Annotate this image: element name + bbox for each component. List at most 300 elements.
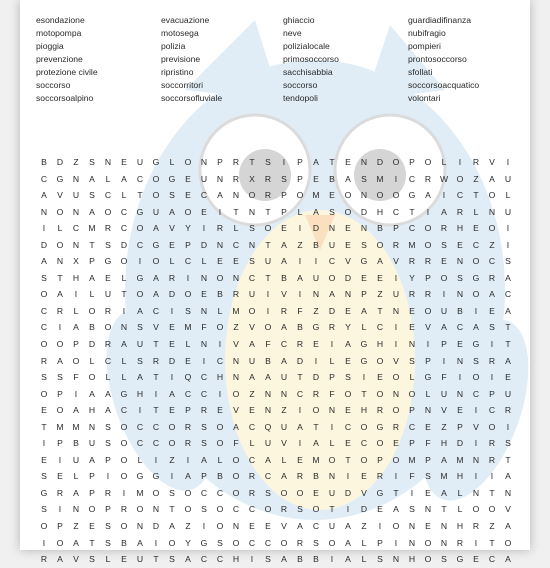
grid-letter: E [297,454,303,465]
grid-letter: E [57,471,63,482]
grid-letter: H [216,372,224,383]
grid-letter: R [264,173,272,184]
grid-letter: N [280,388,288,399]
grid-letter: C [152,421,160,432]
grid-letter: F [297,305,303,316]
grid-letter: C [136,421,144,432]
grid-letter: I [74,388,78,399]
grid-letter: I [298,256,302,267]
grid-letter: S [377,554,383,565]
grid-letter: N [200,157,208,167]
grid-letter: V [361,487,367,498]
grid-letter: L [89,289,95,300]
grid-letter: O [120,421,128,432]
grid-letter: C [120,223,128,234]
grid-letter: O [328,537,336,548]
grid-letter: N [504,487,512,498]
grid-letter: E [457,339,463,350]
grid-letter: N [424,405,432,416]
grid-letter: C [296,388,304,399]
grid-letter: L [281,454,287,465]
grid-letter: A [329,289,335,300]
grid-letter: A [249,372,255,383]
grid-letter: S [105,438,111,449]
grid-letter: F [233,438,239,449]
grid-letter: N [104,157,112,167]
grid-letter: I [58,454,62,465]
grid-letter: Z [185,521,191,532]
grid-letter: E [377,272,383,283]
grid-letter: I [426,206,430,217]
grid-letter: P [489,388,495,399]
grid-letter: C [200,372,208,383]
grid-letter: T [89,239,95,250]
grid-letter: N [72,504,80,515]
grid-letter: C [184,256,192,267]
grid-letter: P [185,405,191,416]
grid-letter: I [138,405,142,416]
grid-letter: U [504,206,512,217]
grid-letter: I [138,256,142,267]
grid-letter: I [442,289,446,300]
grid-letter: O [184,289,192,300]
grid-letter: Z [489,521,495,532]
word-item: primosoccorso [283,54,339,64]
grid-letter: C [216,554,224,565]
grid-letter: E [345,438,351,449]
grid-letter: O [360,421,368,432]
word-item: pompieri [408,41,441,51]
grid-letter: P [281,190,287,201]
grid-letter: V [505,504,511,515]
grid-letter: Y [185,223,191,234]
grid-letter: A [281,322,287,333]
grid-letter: G [360,256,368,267]
grid-letter: R [248,471,256,482]
grid-letter: R [392,239,400,250]
grid-letter: C [120,206,128,217]
grid-letter: O [40,289,48,300]
grid-letter: R [216,223,224,234]
grid-letter: T [329,157,335,167]
grid-letter: U [136,554,144,565]
grid-letter: C [248,537,256,548]
grid-letter: O [56,206,64,217]
grid-letter: O [88,372,96,383]
grid-letter: U [504,173,512,184]
grid-letter: I [474,405,478,416]
word-item: soccorsofluviale [161,93,223,103]
grid-letter: C [248,272,256,283]
grid-letter: L [457,504,463,515]
grid-letter: A [217,190,223,201]
grid-letter: A [377,256,383,267]
grid-letter: Z [169,454,175,465]
grid-letter: L [217,305,223,316]
grid-letter: F [201,322,207,333]
grid-letter: A [505,554,511,565]
grid-letter: O [472,504,480,515]
grid-letter: X [249,173,255,184]
grid-letter: A [169,388,175,399]
grid-letter: V [153,322,159,333]
grid-letter: I [202,223,206,234]
grid-letter: O [120,454,128,465]
grid-letter: U [136,339,144,350]
grid-letter: S [441,239,447,250]
grid-letter: Z [313,305,319,316]
grid-letter: S [297,504,303,515]
grid-letter: A [201,454,207,465]
grid-letter: I [330,339,334,350]
grid-letter: N [264,388,272,399]
grid-letter: E [121,157,127,167]
grid-letter: O [40,339,48,350]
grid-letter: C [408,223,416,234]
grid-letter: O [360,454,368,465]
grid-letter: O [168,421,176,432]
grid-letter: B [217,289,223,300]
grid-letter: B [89,322,95,333]
grid-letter: N [232,190,240,201]
grid-letter: R [488,438,496,449]
grid-letter: L [425,388,431,399]
grid-letter: N [264,405,272,416]
grid-letter: H [440,438,448,449]
grid-letter: R [56,305,64,316]
grid-letter: B [297,554,303,565]
grid-letter: O [472,372,480,383]
grid-letter: R [232,157,240,167]
grid-letter: Z [73,157,79,167]
grid-letter: E [409,305,415,316]
grid-letter: E [361,471,367,482]
grid-letter: M [408,239,416,250]
grid-letter: C [312,521,320,532]
grid-letter: S [505,438,511,449]
grid-letter: I [122,305,126,316]
grid-letter: I [394,471,398,482]
grid-letter: E [473,223,479,234]
grid-letter: N [200,339,208,350]
grid-letter: T [153,554,159,565]
grid-letter: E [377,504,383,515]
grid-letter: O [392,190,400,201]
grid-letter: A [489,289,495,300]
grid-letter: I [170,372,174,383]
grid-letter: L [409,372,415,383]
grid-letter: F [409,471,415,482]
grid-letter: Z [281,405,287,416]
grid-letter: O [392,157,400,167]
grid-letter: C [248,454,256,465]
grid-letter: I [314,256,318,267]
grid-letter: I [330,554,334,565]
grid-letter: E [313,173,319,184]
grid-letter: O [392,521,400,532]
grid-letter: O [264,223,272,234]
grid-letter: L [329,355,335,366]
grid-letter: V [281,438,287,449]
grid-letter: A [89,388,95,399]
grid-letter: V [281,289,287,300]
grid-letter: P [361,289,367,300]
grid-letter: S [169,554,175,565]
grid-letter: O [136,223,144,234]
grid-letter: M [312,454,320,465]
grid-letter: E [393,438,399,449]
grid-letter: O [232,537,240,548]
grid-letter: N [344,289,352,300]
grid-letter: O [376,355,384,366]
grid-letter: N [456,355,464,366]
word-item: prontosoccorso [408,54,467,64]
grid-letter: A [345,339,351,350]
grid-letter: A [121,173,127,184]
grid-letter: U [440,388,448,399]
grid-letter: T [137,190,143,201]
grid-letter: P [57,388,63,399]
grid-letter: U [72,454,80,465]
word-item: sfollati [408,67,433,77]
grid-letter: T [233,206,239,217]
grid-letter: D [152,521,160,532]
grid-letter: T [441,504,447,515]
word-item: soccorsoacquatico [408,80,480,90]
grid-letter: C [248,504,256,515]
word-item: motopompa [36,28,82,38]
grid-letter: C [344,421,352,432]
grid-letter: T [249,157,255,167]
grid-letter: I [122,487,126,498]
grid-letter: E [329,190,335,201]
grid-letter: I [394,173,398,184]
word-item: pioggia [36,41,64,51]
grid-letter: I [426,339,430,350]
grid-letter: I [42,438,46,449]
grid-letter: I [154,454,158,465]
grid-letter: S [281,173,287,184]
grid-letter: Q [264,421,272,432]
grid-letter: I [362,372,366,383]
grid-letter: B [329,173,335,184]
grid-letter: L [361,537,367,548]
grid-letter: R [184,421,192,432]
grid-letter: I [346,471,350,482]
grid-letter: G [424,372,432,383]
grid-letter: S [265,157,271,167]
grid-letter: E [169,339,175,350]
grid-letter: R [280,504,288,515]
grid-letter: S [57,372,63,383]
grid-letter: I [506,421,510,432]
word-item: polizialocale [283,41,330,51]
grid-letter: N [232,521,240,532]
grid-letter: R [424,256,432,267]
grid-letter: I [154,537,158,548]
grid-letter: U [248,289,256,300]
grid-letter: H [456,223,464,234]
grid-letter: S [473,355,479,366]
grid-letter: O [488,190,496,201]
grid-letter: I [474,438,478,449]
grid-letter: M [456,454,464,465]
grid-letter: R [280,305,288,316]
grid-letter: N [72,239,80,250]
grid-letter: N [312,289,320,300]
grid-letter: C [280,339,288,350]
grid-letter: N [216,173,224,184]
grid-letter: G [472,272,480,283]
grid-letter: S [425,471,431,482]
grid-letter: A [281,471,287,482]
grid-letter: N [248,206,256,217]
grid-letter: C [488,256,496,267]
grid-letter: U [264,438,272,449]
grid-letter: A [89,173,95,184]
grid-letter: Y [345,322,351,333]
grid-letter: Q [184,372,192,383]
grid-letter: E [169,322,175,333]
grid-letter: T [265,272,271,283]
grid-letter: V [473,421,479,432]
grid-letter: I [266,289,270,300]
grid-letter: Z [489,239,495,250]
word-item: ghiaccio [283,15,315,25]
grid-letter: H [408,554,416,565]
grid-letter: A [73,322,79,333]
grid-letter: D [312,223,320,234]
grid-letter: M [88,223,96,234]
grid-letter: R [104,487,112,498]
grid-letter: H [456,471,464,482]
grid-letter: O [392,454,400,465]
grid-letter: O [56,405,64,416]
grid-letter: N [40,206,48,217]
grid-letter: I [346,504,350,515]
grid-letter: N [328,471,336,482]
grid-letter: U [328,487,336,498]
grid-letter: P [457,421,463,432]
grid-letter: S [89,157,95,167]
grid-letter: X [73,256,79,267]
grid-letter: O [456,173,464,184]
grid-letter: O [152,173,160,184]
grid-letter: M [232,305,240,316]
grid-letter: L [105,173,111,184]
grid-letter: U [392,289,400,300]
grid-letter: D [168,289,176,300]
grid-letter: A [473,322,479,333]
word-item: soccorsoalpino [36,93,94,103]
grid-letter: R [392,421,400,432]
grid-letter: L [505,190,511,201]
grid-letter: V [57,190,63,201]
grid-letter: N [200,305,208,316]
grid-letter: R [120,504,128,515]
grid-letter: D [456,438,464,449]
grid-letter: U [280,372,288,383]
grid-letter: E [281,223,287,234]
grid-letter: E [425,421,431,432]
grid-letter: S [169,190,175,201]
word-item: ripristino [161,67,194,77]
grid-letter: G [456,554,464,565]
grid-letter: C [264,537,272,548]
grid-letter: A [425,190,431,201]
grid-letter: I [218,388,222,399]
grid-letter: C [120,405,128,416]
grid-letter: L [137,454,143,465]
grid-letter: C [360,438,368,449]
grid-letter: R [232,173,240,184]
grid-letter: B [313,471,319,482]
grid-letter: T [473,190,479,201]
grid-letter: C [264,471,272,482]
grid-letter: O [376,190,384,201]
grid-letter: U [88,438,96,449]
grid-letter: N [472,454,480,465]
grid-letter: A [505,355,511,366]
grid-letter: A [313,206,319,217]
grid-letter: O [216,272,224,283]
grid-letter: A [297,521,303,532]
grid-letter: O [232,471,240,482]
grid-letter: E [249,405,255,416]
grid-letter: C [104,190,112,201]
grid-letter: F [265,339,271,350]
grid-letter: I [170,305,174,316]
grid-letter: O [424,305,432,316]
grid-letter: C [504,289,512,300]
grid-letter: I [490,372,494,383]
grid-letter: A [281,355,287,366]
grid-letter: O [296,190,304,201]
grid-letter: P [377,537,383,548]
grid-letter: E [121,554,127,565]
grid-letter: G [152,239,160,250]
grid-letter: A [313,157,319,167]
grid-letter: N [488,206,496,217]
grid-letter: D [376,157,384,167]
grid-letter: P [105,504,111,515]
grid-letter: I [202,521,206,532]
grid-letter: P [89,256,95,267]
grid-letter: C [136,173,144,184]
grid-letter: V [233,405,239,416]
grid-letter: C [456,190,464,201]
grid-letter: T [57,272,63,283]
grid-letter: U [136,157,144,167]
grid-letter: I [442,190,446,201]
grid-letter: O [216,521,224,532]
grid-letter: N [216,239,224,250]
grid-letter: I [474,537,478,548]
grid-letter: E [169,405,175,416]
grid-letter: T [153,372,159,383]
grid-letter: A [281,554,287,565]
grid-letter: E [457,405,463,416]
grid-letter: E [169,239,175,250]
grid-letter: E [425,521,431,532]
grid-letter: C [408,421,416,432]
word-item: soccorritori [161,80,204,90]
grid-letter: D [88,339,96,350]
grid-letter: R [376,405,384,416]
grid-letter: S [409,504,415,515]
grid-letter: O [344,190,352,201]
grid-letter: O [472,256,480,267]
